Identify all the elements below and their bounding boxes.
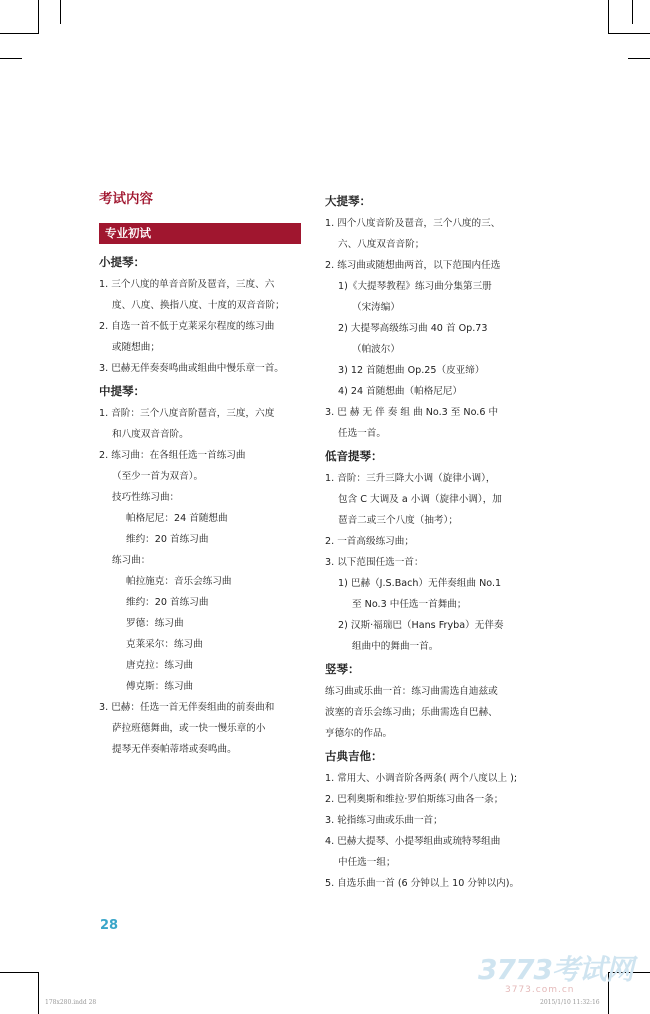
text-line: 2. 巴利奥斯和维拉·罗伯斯练习曲各一条； [325,794,504,805]
text-line: 4) 24 首随想曲（帕格尼尼） [338,386,463,397]
text-line: 2. 练习曲：在各组任选一首练习曲 [99,450,246,461]
text-line: 萨拉班德舞曲，或一快一慢乐章的小 [112,723,266,734]
section-banner: 专业初试 [99,223,301,244]
right-text-block [325,191,530,894]
text-line: 罗德：练习曲 [126,618,184,629]
crop-mark-bottom-left-v [38,972,39,1014]
text-line: 任选一首。 [338,428,386,439]
instrument-heading: 低音提琴： [325,449,383,463]
text-line: 亨德尔的作品。 [325,728,393,739]
text-line: （至少一首为双音）。 [112,471,204,482]
instrument-heading: 竖琴： [325,662,360,676]
text-line: 琶音二或三个八度（抽考）； [338,515,458,526]
text-line: 维约：20 首练习曲 [126,534,209,545]
left-text-block [99,252,301,760]
text-line: 3. 轮指练习曲或乐曲一首； [325,815,443,826]
text-line: 2) 汉斯·福瑞巴（Hans Fryba）无伴奏 [338,620,504,631]
footer-file-info: 178x280.indd 28 [45,999,97,1006]
text-line: 组曲中的舞曲一首。 [352,641,439,652]
instrument-heading: 大提琴： [325,194,371,208]
text-line: 波塞的音乐会练习曲；乐曲需选自巴赫、 [325,707,498,718]
text-line: 傅克斯：练习曲 [126,681,194,692]
text-line: （帕波尔） [352,344,400,355]
text-line: 中任选一组； [338,857,396,868]
text-line: 1. 音阶：三个八度音阶琶音，三度，六度 [99,408,275,419]
text-line: 3. 巴赫无伴奏奏鸣曲或组曲中慢乐章一首。 [99,363,284,374]
text-line: 5. 自选乐曲一首 (6 分钟以上 10 分钟以内)。 [325,878,520,889]
text-line: 练习曲或乐曲一首：练习曲需选自迪兹或 [325,686,498,697]
text-line: 练习曲： [112,555,151,566]
text-line: 1)《大提琴教程》练习曲分集第三册 [338,281,492,292]
crop-mark-top-right-v2 [632,0,633,24]
instrument-heading: 中提琴： [99,384,145,398]
text-line: （宋涛编） [352,302,400,313]
watermark-url: 3773.com.cn [505,985,575,995]
crop-mark-top-left-h2 [0,58,22,59]
crop-mark-bottom-left-h [0,972,39,973]
text-line: 六、八度双音音阶； [338,239,425,250]
text-line: 提琴无伴奏帕蒂塔或奏鸣曲。 [112,744,237,755]
text-line: 1. 常用大、小调音阶各两条( 两个八度以上 ); [325,773,518,784]
text-line: 或随想曲； [112,342,160,353]
section-title: 考试内容 [99,191,153,207]
text-line: 帕拉施克：音乐会练习曲 [126,576,232,587]
text-line: 至 No.3 中任选一首舞曲； [352,599,467,610]
right-column [325,189,530,894]
text-line: 帕格尼尼：24 首随想曲 [126,513,228,524]
text-line: 和八度双音音阶。 [112,429,189,440]
left-column [99,189,301,760]
text-line: 唐克拉：练习曲 [126,660,194,671]
text-line: 4. 巴赫大提琴、小提琴组曲或琉特琴组曲 [325,836,501,847]
crop-mark-top-left-v2 [60,0,61,24]
text-line: 技巧性练习曲： [112,492,180,503]
text-line: 2. 自选一首不低于克莱采尔程度的练习曲 [99,321,275,332]
crop-mark-top-right-v [608,0,609,34]
instrument-heading: 古典吉他： [325,749,383,763]
text-line: 3. 巴 赫 无 伴 奏 组 曲 No.3 至 No.6 中 [325,407,499,418]
crop-mark-top-left-h [0,33,39,34]
text-line: 克莱采尔：练习曲 [126,639,203,650]
page-number: 28 [100,918,119,933]
text-line: 2. 一首高级练习曲； [325,536,414,547]
text-line: 维约：20 首练习曲 [126,597,209,608]
text-line: 包含 C 大调及 a 小调（旋律小调），加 [338,494,502,505]
text-line: 2. 练习曲或随想曲两首，以下范围内任选 [325,260,501,271]
text-line: 1. 三个八度的单音音阶及琶音，三度、六 [99,279,275,290]
text-line: 3) 12 首随想曲 Op.25（皮亚缔） [338,365,485,376]
text-line: 1. 四个八度音阶及琶音，三个八度的三、 [325,218,501,229]
text-line: 1. 音阶：三升三降大小调（旋律小调）， [325,473,496,484]
crop-mark-top-left-v [38,0,39,34]
text-line: 2) 大提琴高级练习曲 40 首 Op.73 [338,323,488,334]
instrument-heading: 小提琴： [99,255,145,269]
footer-timestamp: 2015/1/10 11:32:16 [540,999,600,1006]
crop-mark-top-right-h [608,33,650,34]
text-line: 3. 巴赫：任选一首无伴奏组曲的前奏曲和 [99,702,275,713]
text-line: 1) 巴赫（J.S.Bach）无伴奏组曲 No.1 [338,578,502,589]
watermark-logo: 3773考试网 [478,953,633,986]
text-line: 3. 以下范围任选一首： [325,557,424,568]
crop-mark-top-right-h2 [628,58,650,59]
text-line: 度、八度、换指八度、十度的双音音阶； [112,300,285,311]
